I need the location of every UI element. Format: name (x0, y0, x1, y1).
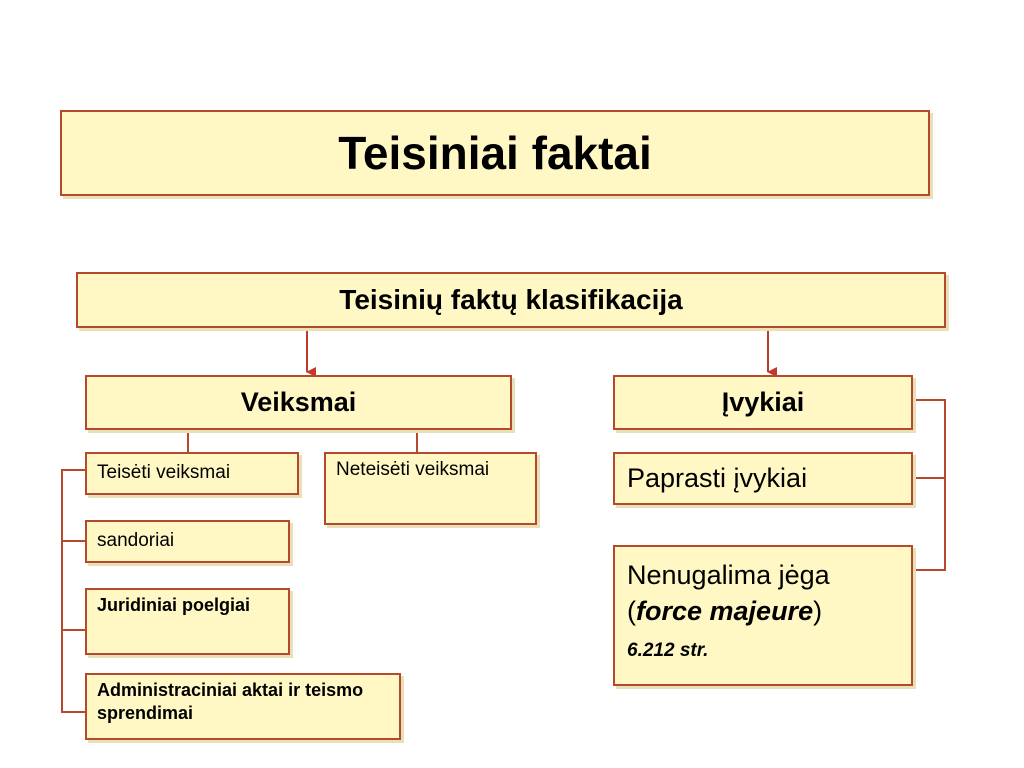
force-majeure-box (613, 545, 913, 686)
bracket-actions (62, 470, 85, 712)
force-majeure-term: (force majeure) (627, 596, 823, 627)
events-box: Įvykiai (613, 375, 913, 430)
transactions-box: sandoriai (85, 520, 290, 563)
force-majeure-title: Nenugalima jėga (627, 560, 830, 590)
force-majeure-reference: 6.212 str. (627, 639, 709, 661)
legal-acts-box: Juridiniai poelgiai (85, 588, 290, 655)
actions-box: Veiksmai (85, 375, 512, 430)
bracket-events (913, 400, 945, 570)
unlawful-actions-box: Neteisėti veiksmai (324, 452, 537, 525)
admin-acts-box: Administraciniai aktai ir teismo sprendimai (85, 673, 401, 740)
page-title: Teisiniai faktai (60, 110, 930, 196)
classification-header: Teisinių faktų klasifikacija (76, 272, 946, 328)
simple-events-box: Paprasti įvykiai (613, 452, 913, 505)
lawful-actions-box: Teisėti veiksmai (85, 452, 299, 495)
